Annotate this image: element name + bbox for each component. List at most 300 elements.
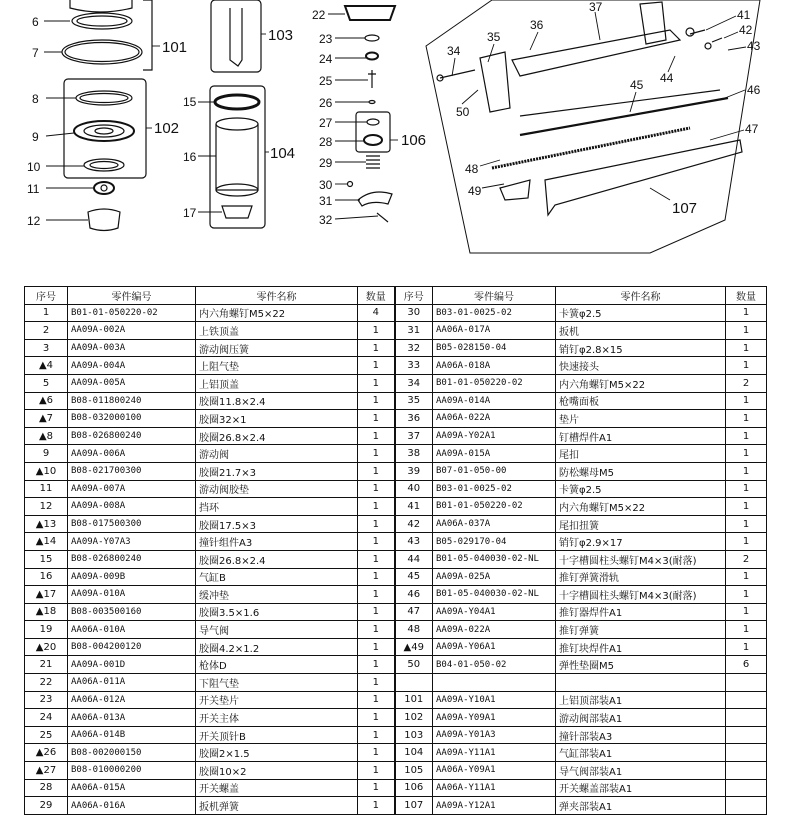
right-qty-cell	[726, 726, 767, 744]
left-name-cell: 枪体D	[196, 656, 358, 674]
left-qty-cell: 1	[358, 462, 395, 480]
right-seq-cell: 41	[395, 498, 433, 516]
header-code-left: 零件编号	[68, 287, 196, 305]
right-seq-cell: 43	[395, 533, 433, 551]
callout-30: 30	[319, 178, 333, 192]
right-seq-cell: 42	[395, 515, 433, 533]
right-name-cell: 撞针部装A3	[556, 726, 726, 744]
table-header-row	[25, 287, 767, 305]
table-row	[25, 656, 767, 674]
left-name-cell: 胶圈26.8×2.4	[196, 550, 358, 568]
callout-29: 29	[319, 156, 333, 170]
left-name-cell: 胶圈17.5×3	[196, 515, 358, 533]
right-seq-cell	[395, 674, 433, 692]
callout-15: 15	[183, 95, 197, 109]
callout-31: 31	[319, 194, 333, 208]
right-seq-cell: 104	[395, 744, 433, 762]
right-name-cell: 卡簧φ2.5	[556, 304, 726, 322]
left-name-cell: 游动阀	[196, 445, 358, 463]
left-seq-cell: 11	[25, 480, 68, 498]
right-code-cell: AA09A-Y12A1	[433, 797, 556, 815]
left-code-cell: AA09A-007A	[68, 480, 196, 498]
callout-10: 10	[27, 160, 41, 174]
right-code-cell: AA06A-037A	[433, 515, 556, 533]
right-seq-cell: 50	[395, 656, 433, 674]
left-seq-cell: 15	[25, 550, 68, 568]
right-seq-cell: 38	[395, 445, 433, 463]
callout-48: 48	[465, 162, 479, 176]
callout-45: 45	[630, 78, 644, 92]
left-name-cell: 胶圈32×1	[196, 410, 358, 428]
right-seq-cell: 32	[395, 339, 433, 357]
left-qty-cell: 1	[358, 533, 395, 551]
right-qty-cell: 1	[726, 322, 767, 340]
table-row	[25, 726, 767, 744]
table-row	[25, 462, 767, 480]
table-row	[25, 374, 767, 392]
left-qty-cell: 1	[358, 621, 395, 639]
right-qty-cell: 1	[726, 603, 767, 621]
left-seq-cell: 21	[25, 656, 68, 674]
table-row	[25, 586, 767, 604]
right-qty-cell	[726, 744, 767, 762]
header-name-left: 零件名称	[196, 287, 358, 305]
table-row	[25, 480, 767, 498]
left-seq-cell: 24	[25, 709, 68, 727]
left-name-cell: 上铝顶盖	[196, 374, 358, 392]
right-name-cell: 防松螺母M5	[556, 462, 726, 480]
left-name-cell: 胶圈26.8×2.4	[196, 427, 358, 445]
right-code-cell: AA09A-Y11A1	[433, 744, 556, 762]
left-code-cell: B08-032000100	[68, 410, 196, 428]
left-code-cell: AA09A-Y07A3	[68, 533, 196, 551]
right-code-cell: B01-01-050220-02	[433, 498, 556, 516]
right-seq-cell: 44	[395, 550, 433, 568]
callout-107: 107	[672, 200, 698, 217]
left-qty-cell: 1	[358, 726, 395, 744]
table-row	[25, 427, 767, 445]
table-row	[25, 410, 767, 428]
right-seq-cell: 37	[395, 427, 433, 445]
right-qty-cell: 1	[726, 462, 767, 480]
table-row	[25, 638, 767, 656]
left-name-cell: 胶圈10×2	[196, 762, 358, 780]
right-code-cell: B05-029170-04	[433, 533, 556, 551]
left-name-cell: 开关顶针B	[196, 726, 358, 744]
callout-27: 27	[319, 116, 333, 130]
table-row	[25, 533, 767, 551]
left-seq-cell: 25	[25, 726, 68, 744]
right-seq-cell: 45	[395, 568, 433, 586]
right-seq-cell: 35	[395, 392, 433, 410]
left-qty-cell: 1	[358, 498, 395, 516]
left-code-cell: AA09A-002A	[68, 322, 196, 340]
callout-104: 104	[270, 145, 296, 162]
callout-46: 46	[747, 83, 761, 97]
left-seq-cell: ▲6	[25, 392, 68, 410]
left-name-cell: 开关主体	[196, 709, 358, 727]
table-row	[25, 515, 767, 533]
right-code-cell: B01-05-040030-02-NL	[433, 586, 556, 604]
right-seq-cell: 34	[395, 374, 433, 392]
right-code-cell: AA06A-Y09A1	[433, 762, 556, 780]
left-seq-cell: 9	[25, 445, 68, 463]
right-code-cell: AA09A-Y02A1	[433, 427, 556, 445]
right-qty-cell: 1	[726, 410, 767, 428]
right-qty-cell: 1	[726, 638, 767, 656]
left-name-cell: 扳机弹簧	[196, 797, 358, 815]
left-name-cell: 挡环	[196, 498, 358, 516]
callout-7: 7	[32, 46, 39, 60]
right-name-cell: 推钉弹簧	[556, 621, 726, 639]
header-code-right: 零件编号	[433, 287, 556, 305]
right-seq-cell: ▲49	[395, 638, 433, 656]
left-code-cell: B08-010000200	[68, 762, 196, 780]
right-code-cell: AA09A-014A	[433, 392, 556, 410]
table-row	[25, 709, 767, 727]
table-row	[25, 392, 767, 410]
table-row	[25, 603, 767, 621]
right-name-cell: 销钉φ2.8×15	[556, 339, 726, 357]
left-name-cell: 游动阀压簧	[196, 339, 358, 357]
right-code-cell: AA09A-Y06A1	[433, 638, 556, 656]
right-code-cell: AA09A-022A	[433, 621, 556, 639]
left-seq-cell: ▲4	[25, 357, 68, 375]
right-qty-cell	[726, 779, 767, 797]
right-name-cell: 尾扣扭簧	[556, 515, 726, 533]
left-name-cell: 胶圈2×1.5	[196, 744, 358, 762]
callout-32: 32	[319, 213, 333, 227]
left-qty-cell: 1	[358, 480, 395, 498]
left-seq-cell: 2	[25, 322, 68, 340]
left-qty-cell: 1	[358, 392, 395, 410]
right-name-cell	[556, 674, 726, 692]
right-seq-cell: 36	[395, 410, 433, 428]
left-code-cell: B08-026800240	[68, 427, 196, 445]
left-seq-cell: ▲8	[25, 427, 68, 445]
left-qty-cell: 1	[358, 656, 395, 674]
left-code-cell: AA09A-003A	[68, 339, 196, 357]
right-qty-cell: 1	[726, 480, 767, 498]
header-seq-right: 序号	[395, 287, 433, 305]
right-seq-cell: 103	[395, 726, 433, 744]
right-name-cell: 内六角螺钉M5×22	[556, 374, 726, 392]
callout-101: 101	[162, 39, 188, 56]
right-qty-cell	[726, 674, 767, 692]
right-name-cell: 弹性垫圈M5	[556, 656, 726, 674]
left-code-cell: B01-01-050220-02	[68, 304, 196, 322]
left-seq-cell: ▲18	[25, 603, 68, 621]
left-name-cell: 下阻气垫	[196, 674, 358, 692]
right-code-cell: B01-01-050220-02	[433, 374, 556, 392]
parts-list-table	[24, 286, 767, 815]
left-qty-cell: 1	[358, 674, 395, 692]
right-name-cell: 钉槽焊件A1	[556, 427, 726, 445]
left-name-cell: 内六角螺钉M5×22	[196, 304, 358, 322]
right-seq-cell: 106	[395, 779, 433, 797]
callout-49: 49	[468, 184, 482, 198]
left-qty-cell: 1	[358, 410, 395, 428]
callout-28: 28	[319, 135, 333, 149]
right-name-cell: 开关螺盖部装A1	[556, 779, 726, 797]
right-qty-cell: 1	[726, 392, 767, 410]
right-name-cell: 内六角螺钉M5×22	[556, 498, 726, 516]
right-code-cell: B03-01-0025-02	[433, 480, 556, 498]
left-code-cell: AA06A-016A	[68, 797, 196, 815]
right-code-cell: AA06A-018A	[433, 357, 556, 375]
right-name-cell: 十字槽圆柱头螺钉M4×3(耐落)	[556, 586, 726, 604]
callout-47: 47	[745, 122, 759, 136]
left-code-cell: AA09A-009B	[68, 568, 196, 586]
callout-34: 34	[447, 44, 461, 58]
header-qty-left: 数量	[358, 287, 395, 305]
right-name-cell: 卡簧φ2.5	[556, 480, 726, 498]
right-code-cell: AA09A-Y10A1	[433, 691, 556, 709]
callout-24: 24	[319, 52, 333, 66]
left-qty-cell: 1	[358, 515, 395, 533]
right-name-cell: 垫片	[556, 410, 726, 428]
left-code-cell: B08-021700300	[68, 462, 196, 480]
header-name-right: 零件名称	[556, 287, 726, 305]
right-qty-cell: 6	[726, 656, 767, 674]
left-name-cell: 胶圈4.2×1.2	[196, 638, 358, 656]
left-code-cell: AA06A-012A	[68, 691, 196, 709]
callout-50: 50	[456, 105, 470, 119]
left-code-cell: AA06A-015A	[68, 779, 196, 797]
left-code-cell: AA09A-008A	[68, 498, 196, 516]
left-qty-cell: 1	[358, 797, 395, 815]
right-seq-cell: 33	[395, 357, 433, 375]
callout-12: 12	[27, 214, 41, 228]
left-code-cell: AA06A-013A	[68, 709, 196, 727]
left-code-cell: AA09A-004A	[68, 357, 196, 375]
left-seq-cell: 23	[25, 691, 68, 709]
right-seq-cell: 105	[395, 762, 433, 780]
right-seq-cell: 102	[395, 709, 433, 727]
left-qty-cell: 1	[358, 322, 395, 340]
callout-36: 36	[530, 18, 544, 32]
right-seq-cell: 30	[395, 304, 433, 322]
table-row	[25, 498, 767, 516]
left-name-cell: 上阻气垫	[196, 357, 358, 375]
right-seq-cell: 46	[395, 586, 433, 604]
header-qty-right: 数量	[726, 287, 767, 305]
left-name-cell: 撞针组件A3	[196, 533, 358, 551]
right-seq-cell: 101	[395, 691, 433, 709]
table-row	[25, 691, 767, 709]
right-name-cell: 销钉φ2.9×17	[556, 533, 726, 551]
callout-43: 43	[747, 39, 761, 53]
right-code-cell: B01-05-040030-02-NL	[433, 550, 556, 568]
table-row	[25, 744, 767, 762]
right-name-cell: 十字槽圆柱头螺钉M4×3(耐落)	[556, 550, 726, 568]
right-qty-cell: 1	[726, 621, 767, 639]
table-row	[25, 445, 767, 463]
right-code-cell: AA09A-Y09A1	[433, 709, 556, 727]
left-seq-cell: 16	[25, 568, 68, 586]
right-name-cell: 扳机	[556, 322, 726, 340]
callout-25: 25	[319, 74, 333, 88]
left-qty-cell: 1	[358, 603, 395, 621]
right-seq-cell: 40	[395, 480, 433, 498]
left-seq-cell: ▲13	[25, 515, 68, 533]
left-qty-cell: 1	[358, 374, 395, 392]
right-qty-cell	[726, 762, 767, 780]
right-code-cell	[433, 674, 556, 692]
right-code-cell: B04-01-050-02	[433, 656, 556, 674]
table-row	[25, 621, 767, 639]
right-code-cell: AA06A-Y11A1	[433, 779, 556, 797]
left-qty-cell: 4	[358, 304, 395, 322]
left-seq-cell: 19	[25, 621, 68, 639]
callout-102: 102	[154, 120, 180, 137]
left-code-cell: B08-026800240	[68, 550, 196, 568]
left-seq-cell: ▲7	[25, 410, 68, 428]
exploded-parts-diagram	[0, 0, 790, 280]
right-code-cell: AA06A-017A	[433, 322, 556, 340]
right-seq-cell: 31	[395, 322, 433, 340]
right-name-cell: 弹夹部装A1	[556, 797, 726, 815]
table-row	[25, 762, 767, 780]
right-name-cell: 尾扣	[556, 445, 726, 463]
left-seq-cell: ▲26	[25, 744, 68, 762]
right-code-cell: AA09A-Y01A3	[433, 726, 556, 744]
table-row	[25, 674, 767, 692]
right-name-cell: 游动阀部装A1	[556, 709, 726, 727]
left-name-cell: 开关螺盖	[196, 779, 358, 797]
left-qty-cell: 1	[358, 550, 395, 568]
left-code-cell: B08-017500300	[68, 515, 196, 533]
right-qty-cell: 1	[726, 339, 767, 357]
table-row	[25, 304, 767, 322]
right-name-cell: 推钉器焊件A1	[556, 603, 726, 621]
callout-9: 9	[32, 130, 39, 144]
callout-41: 41	[737, 8, 751, 22]
ring-7-shape	[62, 40, 142, 64]
right-seq-cell: 48	[395, 621, 433, 639]
callout-17: 17	[183, 206, 197, 220]
callout-22: 22	[312, 8, 326, 22]
table-row	[25, 322, 767, 340]
right-seq-cell: 47	[395, 603, 433, 621]
right-qty-cell: 2	[726, 550, 767, 568]
left-seq-cell: 3	[25, 339, 68, 357]
right-code-cell: B03-01-0025-02	[433, 304, 556, 322]
left-seq-cell: ▲14	[25, 533, 68, 551]
left-qty-cell: 1	[358, 586, 395, 604]
left-seq-cell: 5	[25, 374, 68, 392]
right-qty-cell	[726, 691, 767, 709]
left-name-cell: 开关垫片	[196, 691, 358, 709]
left-qty-cell: 1	[358, 762, 395, 780]
table-row	[25, 339, 767, 357]
right-code-cell: B05-028150-04	[433, 339, 556, 357]
right-qty-cell: 2	[726, 374, 767, 392]
right-qty-cell: 1	[726, 304, 767, 322]
left-code-cell: B08-004200120	[68, 638, 196, 656]
table-row	[25, 357, 767, 375]
right-code-cell: B07-01-050-00	[433, 462, 556, 480]
right-code-cell: AA09A-025A	[433, 568, 556, 586]
table-row	[25, 779, 767, 797]
table-row	[25, 550, 767, 568]
callout-8: 8	[32, 92, 39, 106]
left-qty-cell: 1	[358, 568, 395, 586]
left-seq-cell: ▲10	[25, 462, 68, 480]
right-qty-cell: 1	[726, 586, 767, 604]
left-seq-cell: 29	[25, 797, 68, 815]
callout-44: 44	[660, 71, 674, 85]
callout-103: 103	[268, 27, 294, 44]
left-code-cell: AA09A-001D	[68, 656, 196, 674]
callout-37: 37	[589, 0, 603, 14]
right-name-cell: 上铝顶部装A1	[556, 691, 726, 709]
left-qty-cell: 1	[358, 638, 395, 656]
left-seq-cell: ▲17	[25, 586, 68, 604]
left-name-cell: 缓冲垫	[196, 586, 358, 604]
right-qty-cell: 1	[726, 533, 767, 551]
right-qty-cell: 1	[726, 427, 767, 445]
left-name-cell: 上铁顶盖	[196, 322, 358, 340]
right-qty-cell: 1	[726, 568, 767, 586]
right-name-cell: 枪嘴面板	[556, 392, 726, 410]
left-code-cell: AA06A-011A	[68, 674, 196, 692]
callout-35: 35	[487, 30, 501, 44]
left-code-cell: AA09A-005A	[68, 374, 196, 392]
left-seq-cell: 12	[25, 498, 68, 516]
callout-11: 11	[27, 182, 40, 196]
left-qty-cell: 1	[358, 691, 395, 709]
right-qty-cell	[726, 709, 767, 727]
right-code-cell: AA09A-Y04A1	[433, 603, 556, 621]
callout-106: 106	[401, 132, 427, 149]
callout-26: 26	[319, 96, 333, 110]
left-qty-cell: 1	[358, 357, 395, 375]
left-name-cell: 游动阀胶垫	[196, 480, 358, 498]
left-name-cell: 气缸B	[196, 568, 358, 586]
right-qty-cell: 1	[726, 445, 767, 463]
table-row	[25, 568, 767, 586]
callout-6: 6	[32, 15, 39, 29]
right-code-cell: AA06A-022A	[433, 410, 556, 428]
left-qty-cell: 1	[358, 744, 395, 762]
left-code-cell: B08-011800240	[68, 392, 196, 410]
header-seq-left: 序号	[25, 287, 68, 305]
left-seq-cell: ▲27	[25, 762, 68, 780]
right-code-cell: AA09A-015A	[433, 445, 556, 463]
left-name-cell: 导气阀	[196, 621, 358, 639]
right-qty-cell: 1	[726, 357, 767, 375]
left-qty-cell: 1	[358, 445, 395, 463]
callout-42: 42	[739, 23, 753, 37]
left-code-cell: AA06A-014B	[68, 726, 196, 744]
right-name-cell: 导气阀部装A1	[556, 762, 726, 780]
left-qty-cell: 1	[358, 339, 395, 357]
cap-part-shape	[70, 0, 132, 12]
left-qty-cell: 1	[358, 427, 395, 445]
left-seq-cell: ▲20	[25, 638, 68, 656]
left-code-cell: AA09A-006A	[68, 445, 196, 463]
right-name-cell: 推钉块焊件A1	[556, 638, 726, 656]
left-seq-cell: 28	[25, 779, 68, 797]
right-qty-cell: 1	[726, 515, 767, 533]
left-name-cell: 胶圈11.8×2.4	[196, 392, 358, 410]
right-name-cell: 推钉弹簧滑轨	[556, 568, 726, 586]
left-name-cell: 胶圈21.7×3	[196, 462, 358, 480]
callout-23: 23	[319, 32, 333, 46]
callout-16: 16	[183, 150, 197, 164]
right-name-cell: 快速接头	[556, 357, 726, 375]
